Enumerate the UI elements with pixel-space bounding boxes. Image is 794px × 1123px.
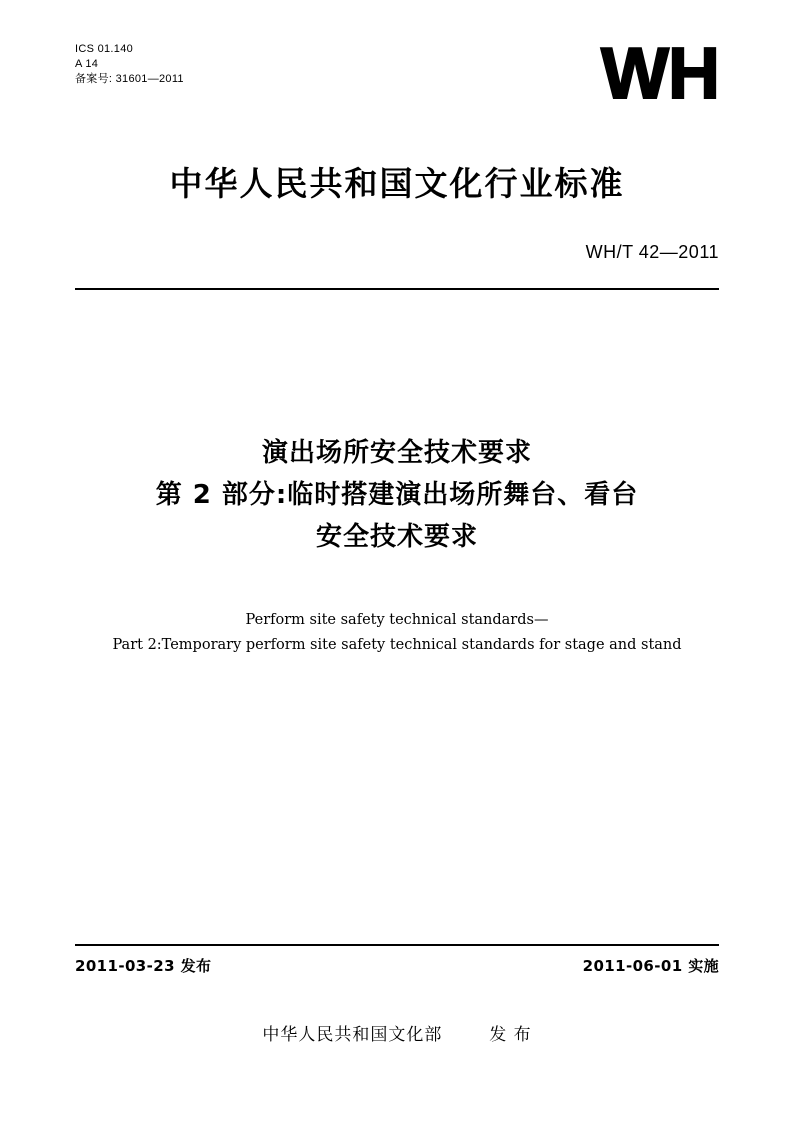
main-title-line-3: 安全技术要求 <box>315 522 478 552</box>
footer-dates <box>75 955 719 976</box>
main-title-line-1: 演出场所安全技术要求 <box>261 438 532 468</box>
ics-block <box>75 42 184 87</box>
classification-code: A 14 <box>75 58 99 70</box>
publisher-name: 中华人民共和国文化部 <box>262 1025 443 1045</box>
english-title-line-2: Part 2:Temporary perform site safety technical standards for stage and stand <box>112 637 682 653</box>
ics-code: ICS 01.140 <box>75 43 134 55</box>
record-number: 备案号: 31601—2011 <box>75 73 184 85</box>
bottom-divider <box>75 944 719 946</box>
main-title-line-2: 第 2 部分:临时搭建演出场所舞台、看台 <box>155 480 639 510</box>
header-zone <box>75 34 719 142</box>
issue-date: 2011-03-23 发布 <box>75 957 212 975</box>
wh-logo: WH <box>601 34 719 114</box>
issuer-title: 中华人民共和国文化行业标准 <box>169 164 625 203</box>
main-title <box>75 432 719 558</box>
effective-date: 2011-06-01 实施 <box>582 957 719 975</box>
english-title-line-1: Perform site safety technical standards— <box>245 612 549 628</box>
english-title <box>60 608 734 658</box>
publisher-line <box>0 1020 794 1045</box>
standard-number: WH/T 42—2011 <box>585 242 719 262</box>
top-divider <box>75 288 719 290</box>
publisher-action: 发 布 <box>489 1025 532 1045</box>
